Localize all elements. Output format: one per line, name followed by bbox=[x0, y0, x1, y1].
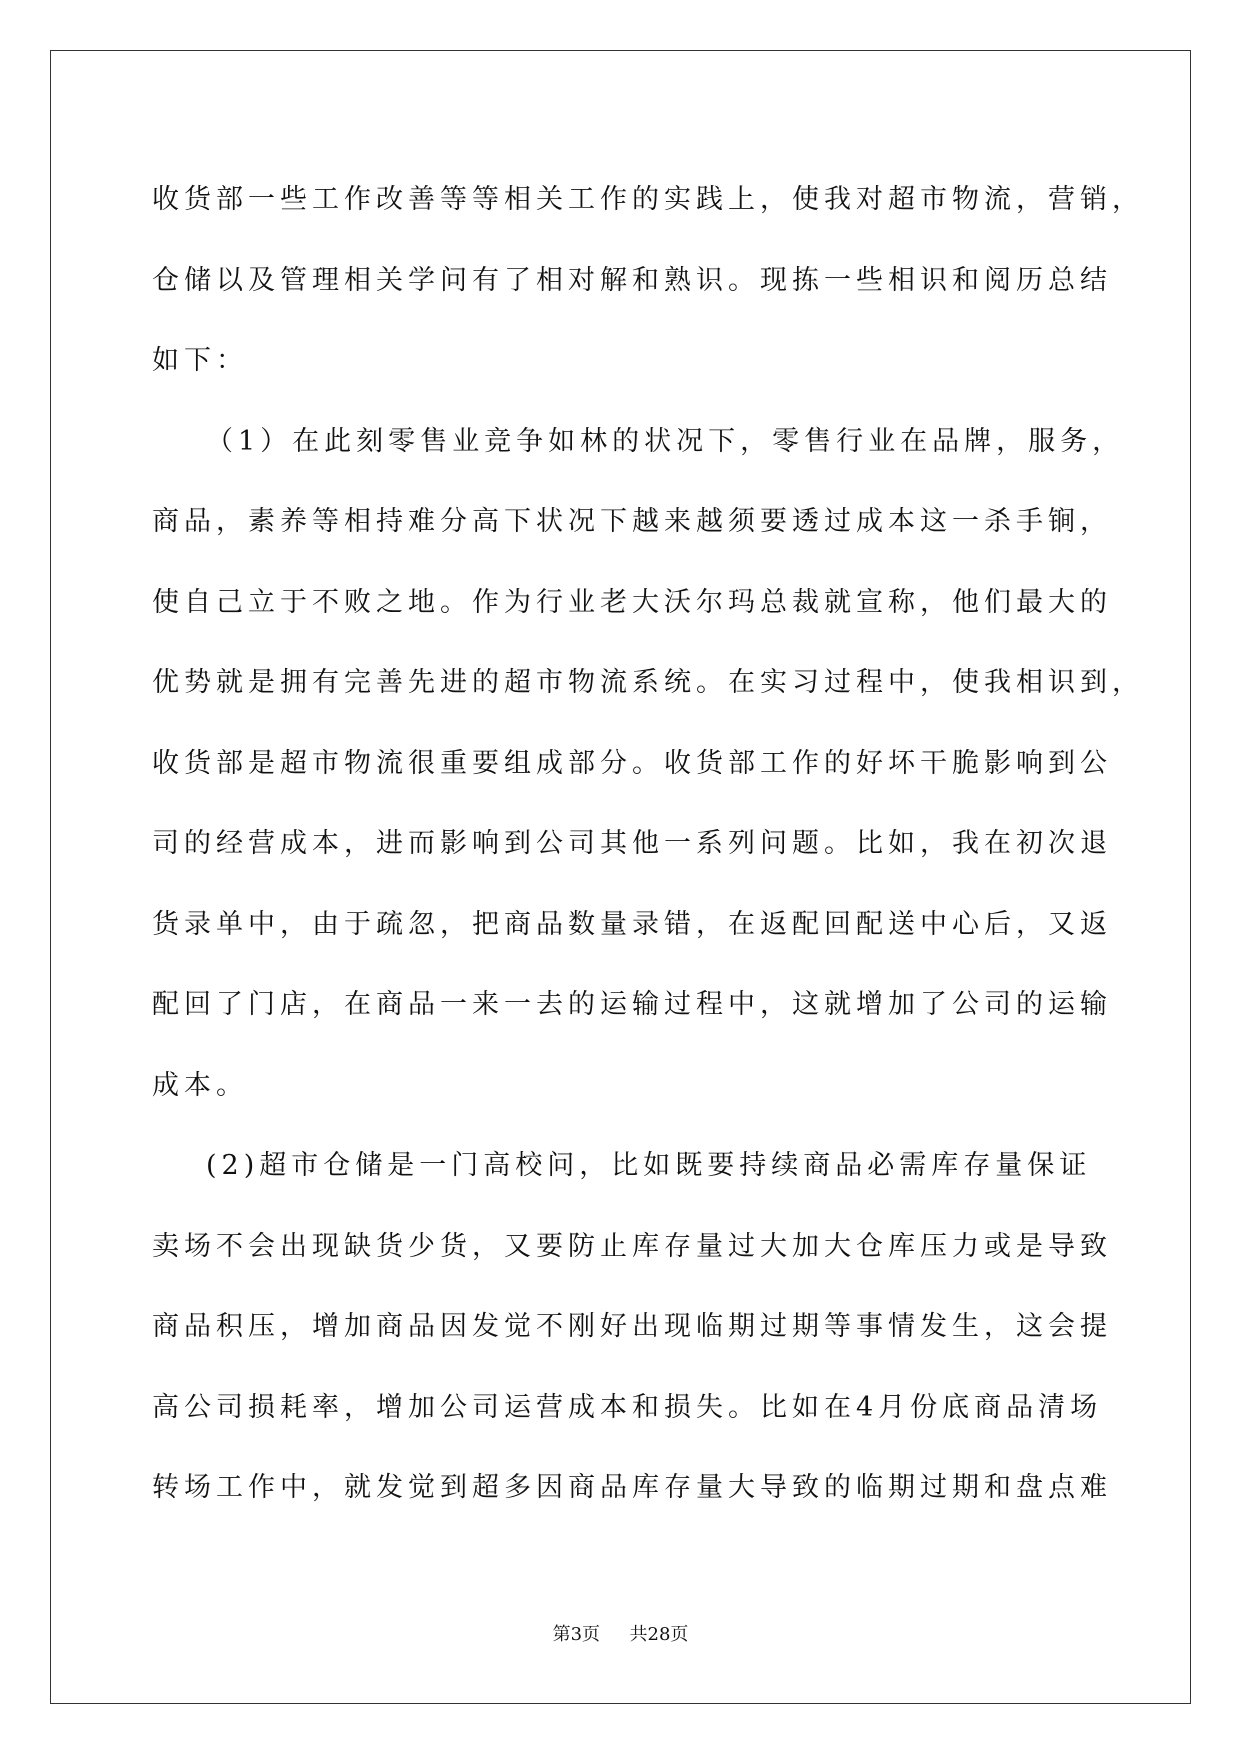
text-line: 商品积压，增加商品因发觉不刚好出现临期过期等事情发生，这会提 bbox=[152, 1311, 1112, 1342]
text-line: 成本。 bbox=[152, 1069, 248, 1101]
text-line: 使自己立于不败之地。作为行业老大沃尔玛总裁就宣称，他们最大的 bbox=[152, 586, 1112, 618]
text-line: 卖场不会出现缺货少货，又要防止库存量过大加大仓库压力或是导致 bbox=[152, 1230, 1112, 1262]
text-line: 转场工作中，就发觉到超多因商品库存量大导致的临期过期和盘点难 bbox=[152, 1472, 1112, 1503]
text-line: 高公司损耗率，增加公司运营成本和损失。比如在4月份底商品清场 bbox=[152, 1391, 1103, 1423]
text-line: 配回了门店，在商品一来一去的运输过程中，这就增加了公司的运输 bbox=[152, 989, 1112, 1020]
paragraph-start-line: (2)超市仓储是一门高校问，比如既要持续商品必需库存量保证 bbox=[206, 1150, 1092, 1181]
paragraph-start-line: （1）在此刻零售业竞争如林的状况下，零售行业在品牌，服务， bbox=[206, 425, 1125, 457]
page-footer bbox=[0, 1620, 1241, 1646]
text-line: 仓储以及管理相关学问有了相对解和熟识。现拣一些相识和阅历总结 bbox=[152, 264, 1112, 296]
text-line: 商品，素养等相持难分高下状况下越来越须要透过成本这一杀手锏， bbox=[152, 506, 1112, 537]
text-line: 收货部是超市物流很重要组成部分。收货部工作的好坏干脆影响到公 bbox=[152, 747, 1112, 779]
text-line: 货录单中，由于疏忽，把商品数量录错，在返配回配送中心后，又返 bbox=[152, 908, 1112, 940]
page-total: 共28页 bbox=[629, 1624, 689, 1645]
page-number: 第3页 bbox=[552, 1624, 601, 1645]
text-line: 收货部一些工作改善等等相关工作的实践上，使我对超市物流，营销， bbox=[152, 184, 1144, 215]
text-line: 优势就是拥有完善先进的超市物流系统。在实习过程中，使我相识到， bbox=[152, 667, 1144, 698]
text-line: 如下： bbox=[152, 345, 248, 376]
document-body bbox=[152, 160, 1144, 1529]
text-line: 司的经营成本，进而影响到公司其他一系列问题。比如，我在初次退 bbox=[152, 828, 1112, 859]
